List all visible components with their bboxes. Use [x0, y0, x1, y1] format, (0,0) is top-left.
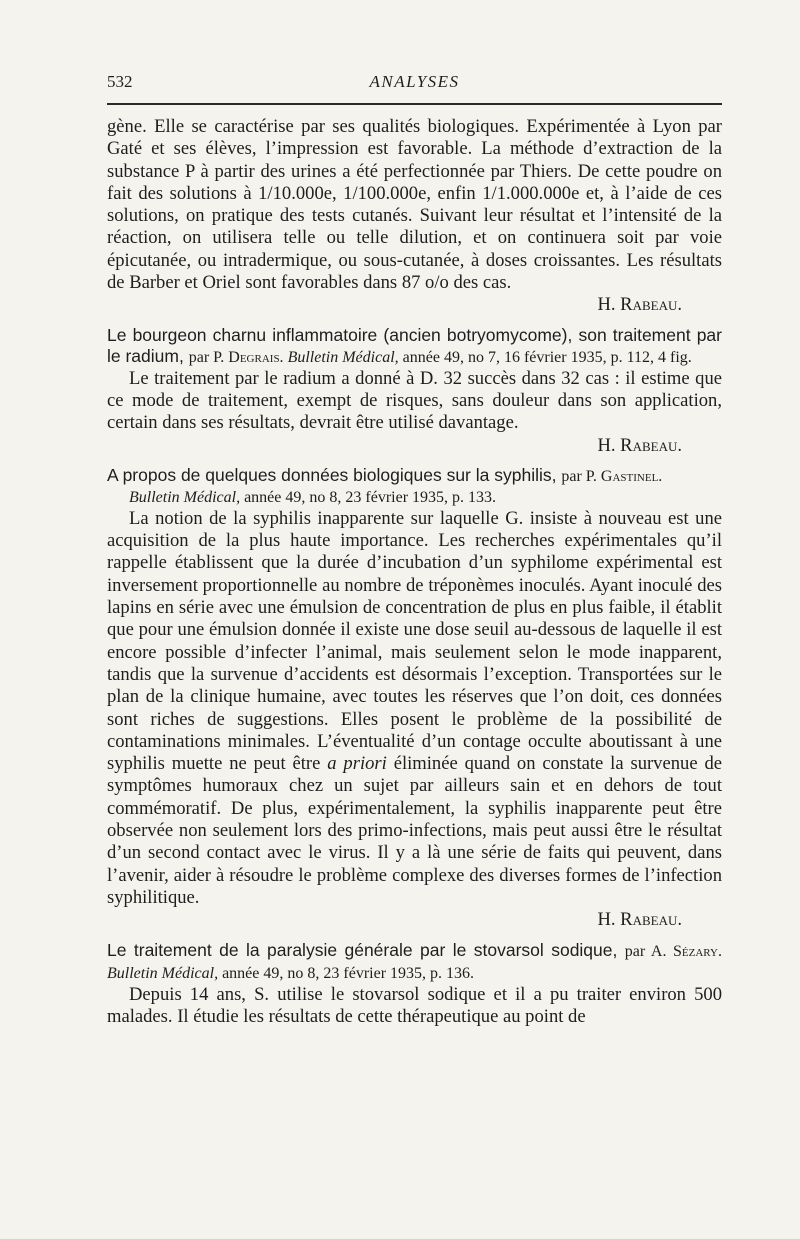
- signature: H. Rabeau.: [597, 434, 682, 456]
- page-body: [107, 116, 722, 1028]
- article-title: [107, 465, 722, 508]
- paragraph-continued: gène. Elle se caractérise par ses qualités biologiques. Expérimentée à Lyon par Gaté et ses élèves, l’impression est favorable. La méthode d’extraction de la substance P à partir des urines a été perfectionnée par Thiers. De cette poudre on fait des solutions à 1/10.000e, 1/100.000e, enfin 1/1.000.000e et, à l’aide de ces solutions, on pratique des tests cutanés. Suivant leur résultat et l’intensité de la réaction, on utilisera telle ou telle dilution, et on continuera soit par voie épicutanée, ou intradermique, ou sous-cutanée, à doses croissantes. Les résultats de Barber et Oriel sont favorables dans 87 o/o des cas.: [107, 116, 722, 294]
- article-text: Depuis 14 ans, S. utilise le stovarsol sodique et il a pu traiter environ 500 malades. Il étudie les résultats de cette thérapeutique au point de: [107, 983, 722, 1027]
- article-text: Le traitement par le radium a donné à D. 32 succès dans 32 cas : il estime que ce mode de traitement, exempt de risques, sans douleur dans son application, certain dans ses résultats, devrait être utilisé davantage.: [107, 367, 722, 434]
- article-byline: par P. Gastinel.: [561, 467, 663, 485]
- article-title-text: Le traitement de la paralysie générale par le stovarsol sodique,: [107, 939, 618, 960]
- article-byline: par P. Degrais. Bulletin Médical, année 49, no 7, 16 février 1935, p. 112, 4 fig.: [188, 348, 692, 366]
- article-text: La notion de la syphilis inapparente sur laquelle G. insiste à nouveau est une acquisition de la plus haute importance. Les recherches expérimentales qu’il rappelle établissent que la durée d’incubation d’un syphilome expérimental est inversement proportionnelle au nombre de tréponèmes inoculés. Ayant inoculé des lapins en série avec une émulsion de concentration de plus en plus faible, il établit que pour une émulsion donnée il existe une dose seuil au-dessous de laquelle il est encore possible d’infecter l’animal, mais seulement selon le mode inapparent, tandis que la survenue d’accidents est désormais l’exception. Transportées sur le plan de la clinique humaine, avec toutes les réserves que l’on doit, ces données sont riches de suggestions. Elles posent le problème de la possibilité de contaminations minimales. L’éventualité d’un contage occulte aboutissant à une syphilis muette ne peut être a priori éliminée quand on constate la survenue de symptômes humoraux chez un sujet par ailleurs sain et en dehors de tout commémoratif. De plus, expérimentalement, la syphilis inapparente peut être observée non seulement lors des primo-infections, mais peut aussi être le résultat d’un second contact avec le virus. Il y a là une série de faits qui peuvent, dans l’avenir, aider à résoudre le problème complexe des diverses formes de l’infection syphilitique.: [107, 507, 722, 908]
- signature: H. Rabeau.: [597, 294, 682, 316]
- page-header: [107, 72, 722, 96]
- page-number: 532: [107, 72, 133, 91]
- article-title-text: A propos de quelques données biologiques sur la syphilis,: [107, 464, 557, 485]
- article-reference: Bulletin Médical, année 49, no 8, 23 février 1935, p. 133.: [129, 488, 497, 506]
- article-title: [107, 325, 722, 368]
- article-title-text: Le bourgeon charnu inflammatoire (ancien botryomycome), son traitement par le radium,: [107, 324, 722, 366]
- running-title: ANALYSES: [369, 72, 460, 91]
- header-rule: [107, 103, 722, 105]
- signature: H. Rabeau.: [597, 909, 682, 931]
- article-byline: par A. Sézary. Bulletin Médical, année 49, no 8, 23 février 1935, p. 136.: [107, 942, 722, 982]
- article-title: [107, 940, 722, 984]
